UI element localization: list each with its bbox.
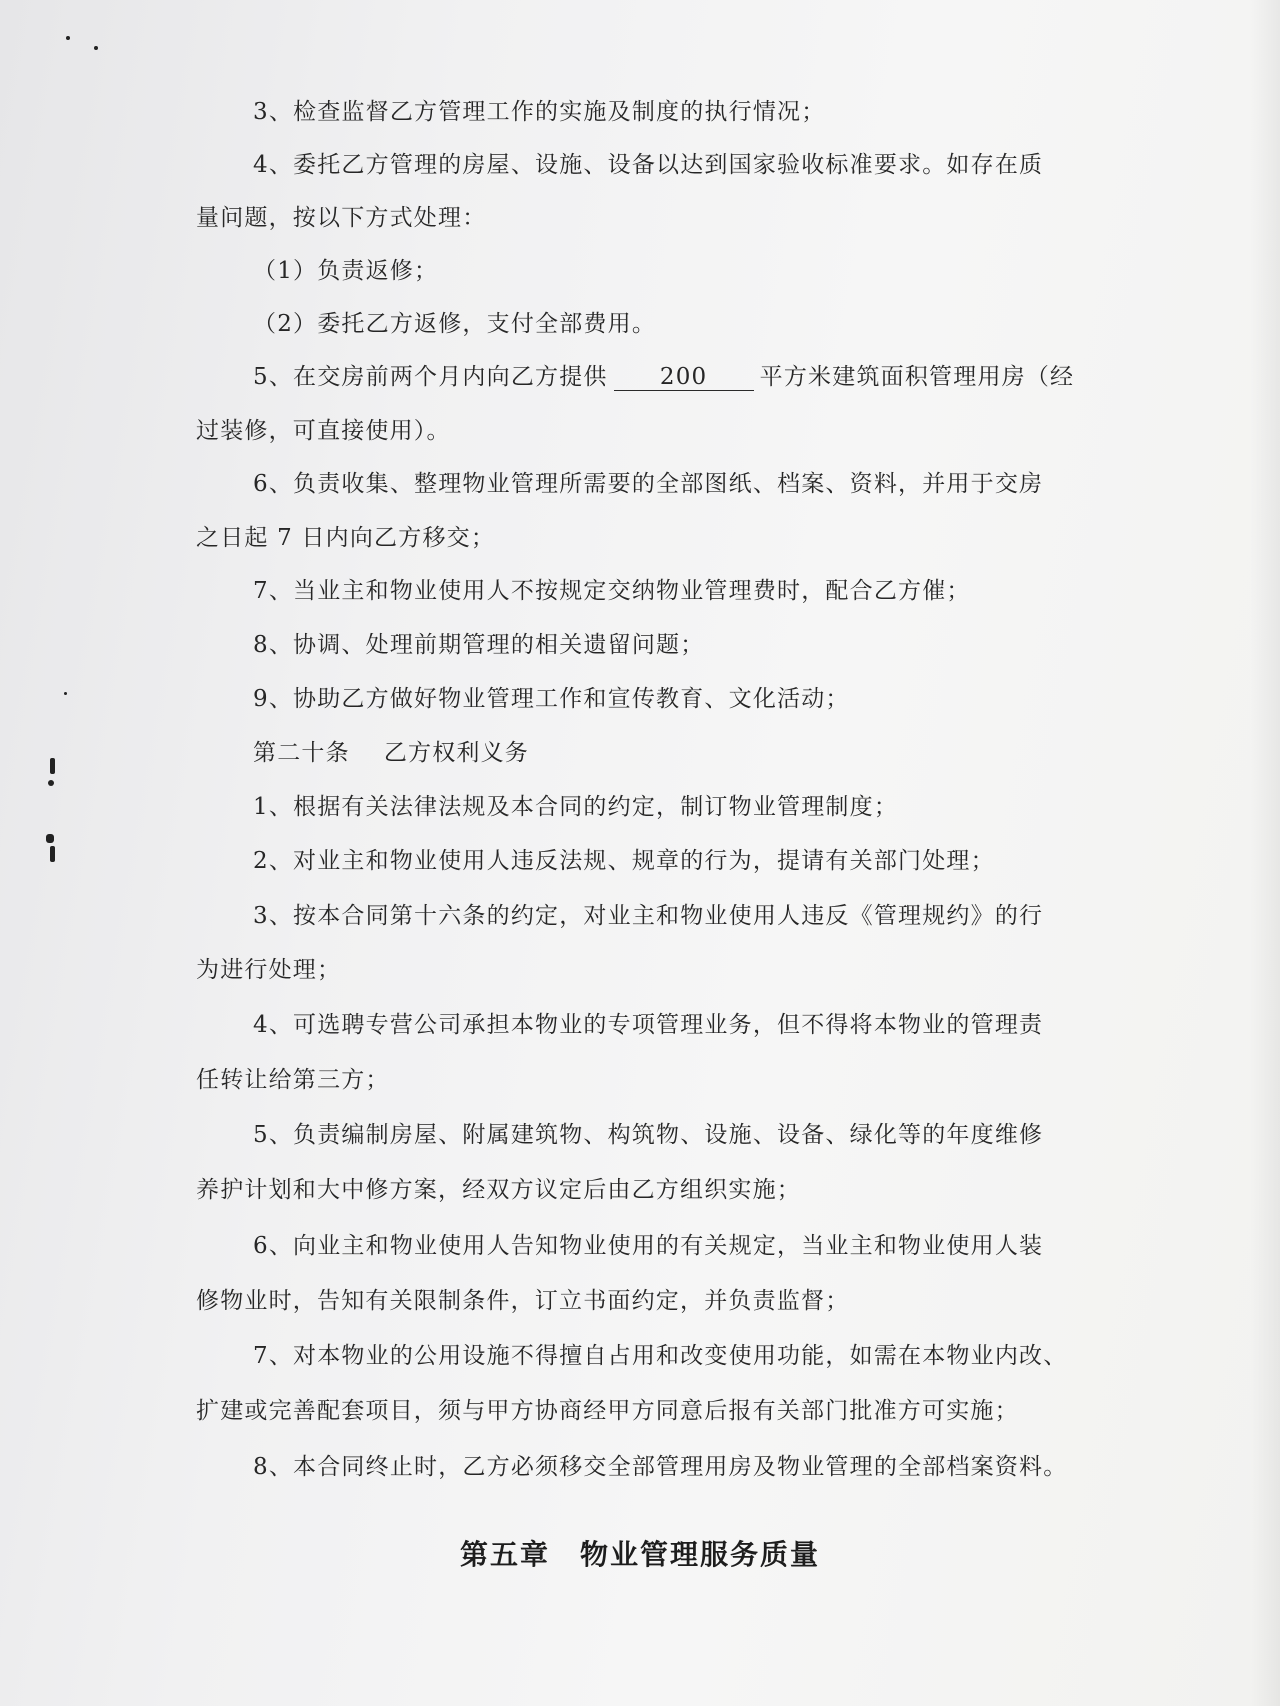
clause-line: 8、本合同终止时，乙方必须移交全部管理用房及物业管理的全部档案资料。: [253, 1454, 1068, 1480]
clause-line: 8、协调、处理前期管理的相关遗留问题；: [253, 632, 705, 658]
clause-line: （1）负责返修；: [253, 258, 439, 284]
clause-line: 扩建或完善配套项目，须与甲方协商经甲方同意后报有关部门批准方可实施；: [196, 1398, 1019, 1424]
clause-line: 1、根据有关法律法规及本合同的约定，制订物业管理制度；: [253, 794, 899, 820]
clause-line: 6、向业主和物业使用人告知物业使用的有关规定，当业主和物业使用人装: [253, 1233, 1044, 1259]
clause-line: 2、对业主和物业使用人违反法规、规章的行为，提请有关部门处理；: [253, 848, 995, 874]
clause-line: 4、委托乙方管理的房屋、设施、设备以达到国家验收标准要求。如存在质: [253, 152, 1044, 178]
clause-line: 3、按本合同第十六条的约定，对业主和物业使用人违反《管理规约》的行: [253, 903, 1044, 929]
clause-line: 修物业时，告知有关限制条件，订立书面约定，并负责监督；: [196, 1288, 850, 1314]
ink-speck: [94, 46, 98, 50]
chapter-heading: 第五章 物业管理服务质量: [459, 1538, 820, 1571]
clause-line: 5、负责编制房屋、附属建筑物、构筑物、设施、设备、绿化等的年度维修: [253, 1122, 1044, 1148]
clause-text: 平方米建筑面积管理用房（经: [759, 364, 1075, 390]
clause-line: 之日起 7 日内向乙方移交；: [196, 525, 496, 551]
clause-line: 7、对本物业的公用设施不得擅自占用和改变使用功能，如需在本物业内改、: [253, 1343, 1068, 1369]
clause-line: 6、负责收集、整理物业管理所需要的全部图纸、档案、资料，并用于交房: [253, 471, 1044, 497]
filled-area-value: 200: [614, 364, 754, 391]
ink-speck: [48, 780, 54, 786]
clause-line: 任转让给第三方；: [196, 1067, 390, 1093]
ink-speck: [66, 36, 70, 40]
clause-line: 过装修，可直接使用）。: [196, 418, 451, 444]
clause-line: （2）委托乙方返修，支付全部费用。: [253, 311, 657, 337]
clause-line-with-blank: [253, 362, 1074, 392]
ink-speck: [46, 834, 54, 843]
ink-speck: [50, 846, 55, 862]
clause-line: 量问题，按以下方式处理：: [196, 205, 487, 231]
ink-speck: [50, 758, 55, 774]
ink-speck: [64, 692, 67, 695]
clause-line: 养护计划和大中修方案，经双方议定后由乙方组织实施；: [196, 1177, 801, 1203]
clause-line: 4、可选聘专营公司承担本物业的专项管理业务，但不得将本物业的管理责: [253, 1012, 1044, 1038]
clause-line: 为进行处理；: [196, 957, 342, 983]
article-title: 乙方权利义务: [383, 740, 530, 766]
article-number: 第二十条: [253, 740, 350, 766]
clause-line: 7、当业主和物业使用人不按规定交纳物业管理费时，配合乙方催；: [253, 578, 971, 604]
clause-line: 3、检查监督乙方管理工作的实施及制度的执行情况；: [253, 99, 826, 125]
article-heading: [253, 738, 529, 768]
page-edge-shadow: [1250, 0, 1280, 1706]
clause-text: 5、在交房前两个月内向乙方提供: [253, 364, 608, 390]
clause-line: 9、协助乙方做好物业管理工作和宣传教育、文化活动；: [253, 686, 850, 712]
